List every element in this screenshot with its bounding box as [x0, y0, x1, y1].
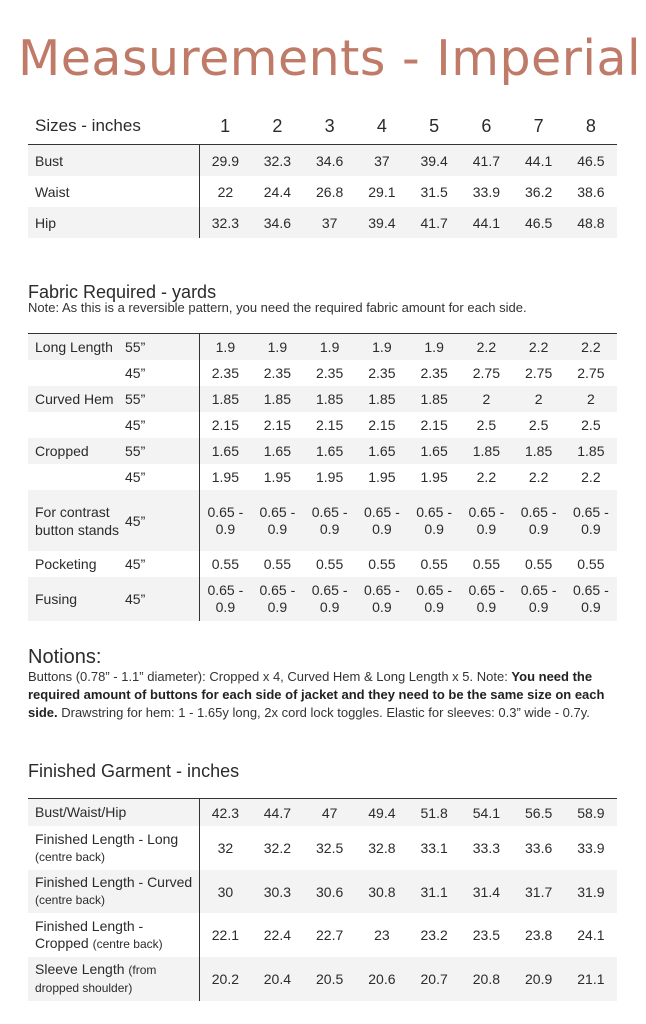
cell-value: 0.55: [263, 555, 291, 572]
fabric-width: 45”: [125, 490, 199, 551]
table-row: [28, 957, 617, 1001]
cell-value: 29.1: [368, 183, 396, 200]
cell-value: 1.85: [513, 438, 565, 464]
cell-value: 2: [565, 386, 617, 412]
fabric-width: 45”: [125, 551, 199, 577]
size-column-header: 7: [533, 115, 544, 136]
cell-value: 31.1: [408, 870, 460, 913]
row-label: Fusing: [28, 577, 125, 621]
fabric-width: 55”: [125, 438, 199, 464]
table-row: [28, 464, 617, 490]
row-label: Curved Hem: [28, 386, 125, 412]
cell-value: 24.1: [577, 927, 605, 943]
cell-value: 2.35: [263, 364, 291, 381]
cell-value: 24.4: [263, 183, 291, 200]
row-label-main: Finished Length - Curved: [35, 874, 193, 890]
cell-value: 33.1: [420, 840, 448, 856]
cell-value: 31.4: [460, 870, 512, 913]
notions-part1: Buttons (0.78” - 1.1” diameter): Cropped x 4, Curved Hem & Long Length x 5. Note:: [28, 669, 512, 684]
cell-value: 22.1: [211, 927, 239, 943]
row-label: Waist: [28, 176, 199, 207]
cell-value: 33.9: [472, 183, 500, 200]
cell-value: 34.6: [304, 145, 356, 177]
row-label-main: Bust/Waist/Hip: [35, 804, 127, 820]
row-label: Long Length: [28, 334, 125, 361]
table-row: [28, 145, 617, 177]
cell-value: 23.2: [420, 927, 448, 943]
cell-value: 1.65: [251, 438, 303, 464]
cell-value: 1.85: [199, 386, 251, 412]
cell-value: 0.65 - 0.9: [356, 490, 408, 551]
cell-value: 1.85: [304, 386, 356, 412]
row-label-sub: (centre back): [35, 849, 106, 864]
cell-value: 1.95: [263, 468, 291, 485]
cell-value: 2.2: [528, 468, 549, 485]
cell-value: 0.65 - 0.9: [356, 577, 408, 621]
cell-value: 0.55: [577, 555, 605, 572]
cell-value: 2.2: [513, 334, 565, 361]
cell-value: 1.95: [316, 468, 344, 485]
cell-value: 1.9: [199, 334, 251, 361]
cell-value: 23.5: [472, 927, 500, 943]
cell-value: 20.2: [199, 957, 251, 1001]
cell-value: 0.55: [525, 555, 553, 572]
cell-value: 41.7: [460, 145, 512, 177]
cell-value: 1.85: [356, 386, 408, 412]
cell-value: 36.2: [525, 183, 553, 200]
cell-value: 2.35: [316, 364, 344, 381]
fabric-title: Fabric Required - yards: [28, 282, 217, 302]
cell-value: 2: [460, 386, 512, 412]
row-label: [28, 870, 199, 913]
fabric-width: 55”: [125, 334, 199, 361]
row-label: [28, 826, 199, 870]
table-row: [28, 913, 617, 957]
cell-value: 26.8: [316, 183, 344, 200]
cell-value: 30.3: [251, 870, 303, 913]
cell-value: 2.5: [581, 416, 601, 433]
cell-value: 2.75: [577, 364, 605, 381]
table-row: [28, 438, 617, 464]
cell-value: 32.2: [263, 840, 291, 856]
fabric-width: 45”: [125, 412, 199, 438]
finished-title: Finished Garment - inches: [28, 761, 240, 781]
cell-value: 1.85: [251, 386, 303, 412]
cell-value: 30: [199, 870, 251, 913]
cell-value: 2.35: [368, 364, 396, 381]
fabric-width: 45”: [125, 464, 199, 490]
row-label-sub: (centre back): [35, 893, 106, 907]
cell-value: 20.6: [356, 957, 408, 1001]
notions-part2: You need the required amount of buttons for each side of jacket and they need to be the same size on each side.: [28, 669, 605, 720]
cell-value: 20.5: [304, 957, 356, 1001]
cell-value: 44.1: [513, 145, 565, 177]
cell-value: 44.1: [460, 207, 512, 238]
cell-value: 29.9: [199, 145, 251, 177]
cell-value: 0.65 - 0.9: [408, 490, 460, 551]
cell-value: 2.2: [565, 334, 617, 361]
fabric-note: Note: As this is a reversible pattern, you need the required fabric amount for each side.: [28, 300, 527, 315]
sizes-table: [28, 108, 617, 238]
table-row: [28, 176, 617, 207]
sizes-header-label: Sizes - inches: [35, 116, 141, 135]
size-column-header: 6: [481, 115, 492, 136]
page-title: Measurements - Imperial: [18, 30, 642, 87]
cell-value: 39.4: [356, 207, 408, 238]
cell-value: 47: [304, 799, 356, 827]
row-label: [28, 957, 199, 1001]
cell-value: 0.65 - 0.9: [304, 490, 356, 551]
cell-value: 2.2: [460, 334, 512, 361]
table-row: [28, 334, 617, 361]
cell-value: 0.55: [316, 555, 344, 572]
fabric-table: [28, 333, 617, 621]
cell-value: 2.15: [420, 416, 448, 433]
row-label: Pocketing: [35, 556, 97, 572]
cell-value: 2.35: [420, 364, 448, 381]
cell-value: 0.65 - 0.9: [565, 577, 617, 621]
cell-value: 0.65 - 0.9: [251, 490, 303, 551]
cell-value: 2.15: [316, 416, 344, 433]
cell-value: 1.85: [460, 438, 512, 464]
cell-value: 30.8: [356, 870, 408, 913]
cell-value: 32.3: [199, 207, 251, 238]
cell-value: 41.7: [408, 207, 460, 238]
cell-value: 31.7: [513, 870, 565, 913]
cell-value: 2.15: [368, 416, 396, 433]
cell-value: 1.9: [408, 334, 460, 361]
cell-value: 0.65 - 0.9: [460, 490, 512, 551]
cell-value: 0.65 - 0.9: [408, 577, 460, 621]
cell-value: 20.8: [460, 957, 512, 1001]
cell-value: 32: [217, 840, 234, 856]
cell-value: 2.5: [476, 416, 497, 433]
cell-value: 1.9: [356, 334, 408, 361]
row-label: [28, 360, 125, 386]
cell-value: 0.55: [211, 555, 239, 572]
cell-value: 1.65: [356, 438, 408, 464]
cell-value: 0.65 - 0.9: [460, 577, 512, 621]
cell-value: 2.15: [211, 416, 239, 433]
cell-value: 46.5: [565, 145, 617, 177]
table-row: [28, 826, 617, 870]
row-label: [28, 799, 199, 827]
table-row: [28, 551, 617, 577]
row-label: Cropped: [28, 438, 125, 464]
cell-value: 1.95: [368, 468, 396, 485]
cell-value: 20.7: [408, 957, 460, 1001]
cell-value: 2.2: [476, 468, 497, 485]
cell-value: 2.5: [528, 416, 549, 433]
cell-value: 23: [374, 927, 390, 943]
finished-table: [28, 798, 617, 1001]
cell-value: 37: [356, 145, 408, 177]
cell-value: 31.5: [420, 183, 448, 200]
table-row: [28, 870, 617, 913]
cell-value: 0.65 - 0.9: [565, 490, 617, 551]
cell-value: 20.4: [251, 957, 303, 1001]
cell-value: 39.4: [408, 145, 460, 177]
cell-value: 2: [513, 386, 565, 412]
cell-value: 33.9: [577, 840, 605, 856]
size-column-header: 4: [376, 115, 387, 136]
cell-value: 2.15: [263, 416, 291, 433]
fabric-width: 45”: [125, 360, 199, 386]
cell-value: 48.8: [565, 207, 617, 238]
cell-value: 33.3: [472, 840, 500, 856]
cell-value: 22.4: [263, 927, 291, 943]
cell-value: 31.9: [565, 870, 617, 913]
cell-value: 23.8: [525, 927, 553, 943]
row-label-main: Finished Length - Cropped: [35, 917, 144, 951]
cell-value: 32.5: [316, 840, 344, 856]
row-label: [28, 464, 125, 490]
cell-value: 1.65: [408, 438, 460, 464]
cell-value: 46.5: [513, 207, 565, 238]
row-label-main: Finished Length - Long: [35, 830, 179, 847]
cell-value: 1.65: [199, 438, 251, 464]
table-row: [28, 490, 617, 551]
row-label: For contrast button stands: [28, 490, 125, 551]
size-column-header: 8: [585, 115, 596, 136]
cell-value: 1.95: [211, 468, 239, 485]
cell-value: 1.85: [565, 438, 617, 464]
cell-value: 32.3: [251, 145, 303, 177]
cell-value: 1.95: [420, 468, 448, 485]
cell-value: 42.3: [199, 799, 251, 827]
cell-value: 22: [217, 183, 234, 200]
cell-value: 37: [304, 207, 356, 238]
row-label: [28, 412, 125, 438]
cell-value: 2.75: [472, 364, 500, 381]
size-column-header: 1: [220, 115, 231, 136]
cell-value: 0.55: [368, 555, 396, 572]
size-column-header: 5: [429, 115, 440, 136]
notions-title: Notions:: [28, 646, 102, 668]
cell-value: 32.8: [368, 840, 396, 856]
row-label: Hip: [28, 207, 199, 238]
cell-value: 2.2: [581, 468, 601, 485]
cell-value: 0.55: [420, 555, 448, 572]
fabric-width: 45”: [125, 577, 199, 621]
cell-value: 0.65 - 0.9: [199, 577, 251, 621]
cell-value: 1.85: [408, 386, 460, 412]
notions-text: [28, 668, 624, 722]
cell-value: 34.6: [251, 207, 303, 238]
sizes-header-row: [28, 108, 617, 145]
cell-value: 0.65 - 0.9: [513, 577, 565, 621]
cell-value: 30.6: [304, 870, 356, 913]
cell-value: 1.9: [251, 334, 303, 361]
cell-value: 20.9: [513, 957, 565, 1001]
row-label-main: Sleeve Length: [35, 961, 125, 977]
cell-value: 0.65 - 0.9: [304, 577, 356, 621]
cell-value: 54.1: [460, 799, 512, 827]
table-row: [28, 577, 617, 621]
row-label-sub: (centre back): [92, 936, 163, 951]
cell-value: 21.1: [565, 957, 617, 1001]
cell-value: 0.65 - 0.9: [513, 490, 565, 551]
cell-value: 1.65: [304, 438, 356, 464]
row-label: [28, 913, 199, 957]
notions-part3: Drawstring for hem: 1 - 1.65y long, 2x cord lock toggles. Elastic for sleeves: 0.3” wide - 0.7y.: [57, 705, 590, 720]
cell-value: 51.8: [408, 799, 460, 827]
table-row: [28, 412, 617, 438]
cell-value: 2.35: [211, 364, 239, 381]
cell-value: 38.6: [577, 183, 605, 200]
cell-value: 22.7: [316, 927, 344, 943]
cell-value: 0.65 - 0.9: [251, 577, 303, 621]
cell-value: 2.75: [525, 364, 553, 381]
cell-value: 44.7: [251, 799, 303, 827]
fabric-width: 55”: [125, 386, 199, 412]
cell-value: 0.65 - 0.9: [199, 490, 251, 551]
table-row: [28, 360, 617, 386]
cell-value: 0.55: [472, 555, 500, 572]
table-row: [28, 799, 617, 827]
cell-value: 58.9: [565, 799, 617, 827]
table-row: [28, 207, 617, 238]
size-column-header: 3: [324, 115, 335, 136]
size-column-header: 2: [272, 115, 283, 136]
row-label-sub: (from dropped shoulder): [35, 963, 157, 995]
cell-value: 1.9: [304, 334, 356, 361]
cell-value: 56.5: [513, 799, 565, 827]
cell-value: 33.6: [525, 840, 553, 856]
table-row: [28, 386, 617, 412]
row-label: Bust: [28, 145, 199, 177]
cell-value: 49.4: [356, 799, 408, 827]
